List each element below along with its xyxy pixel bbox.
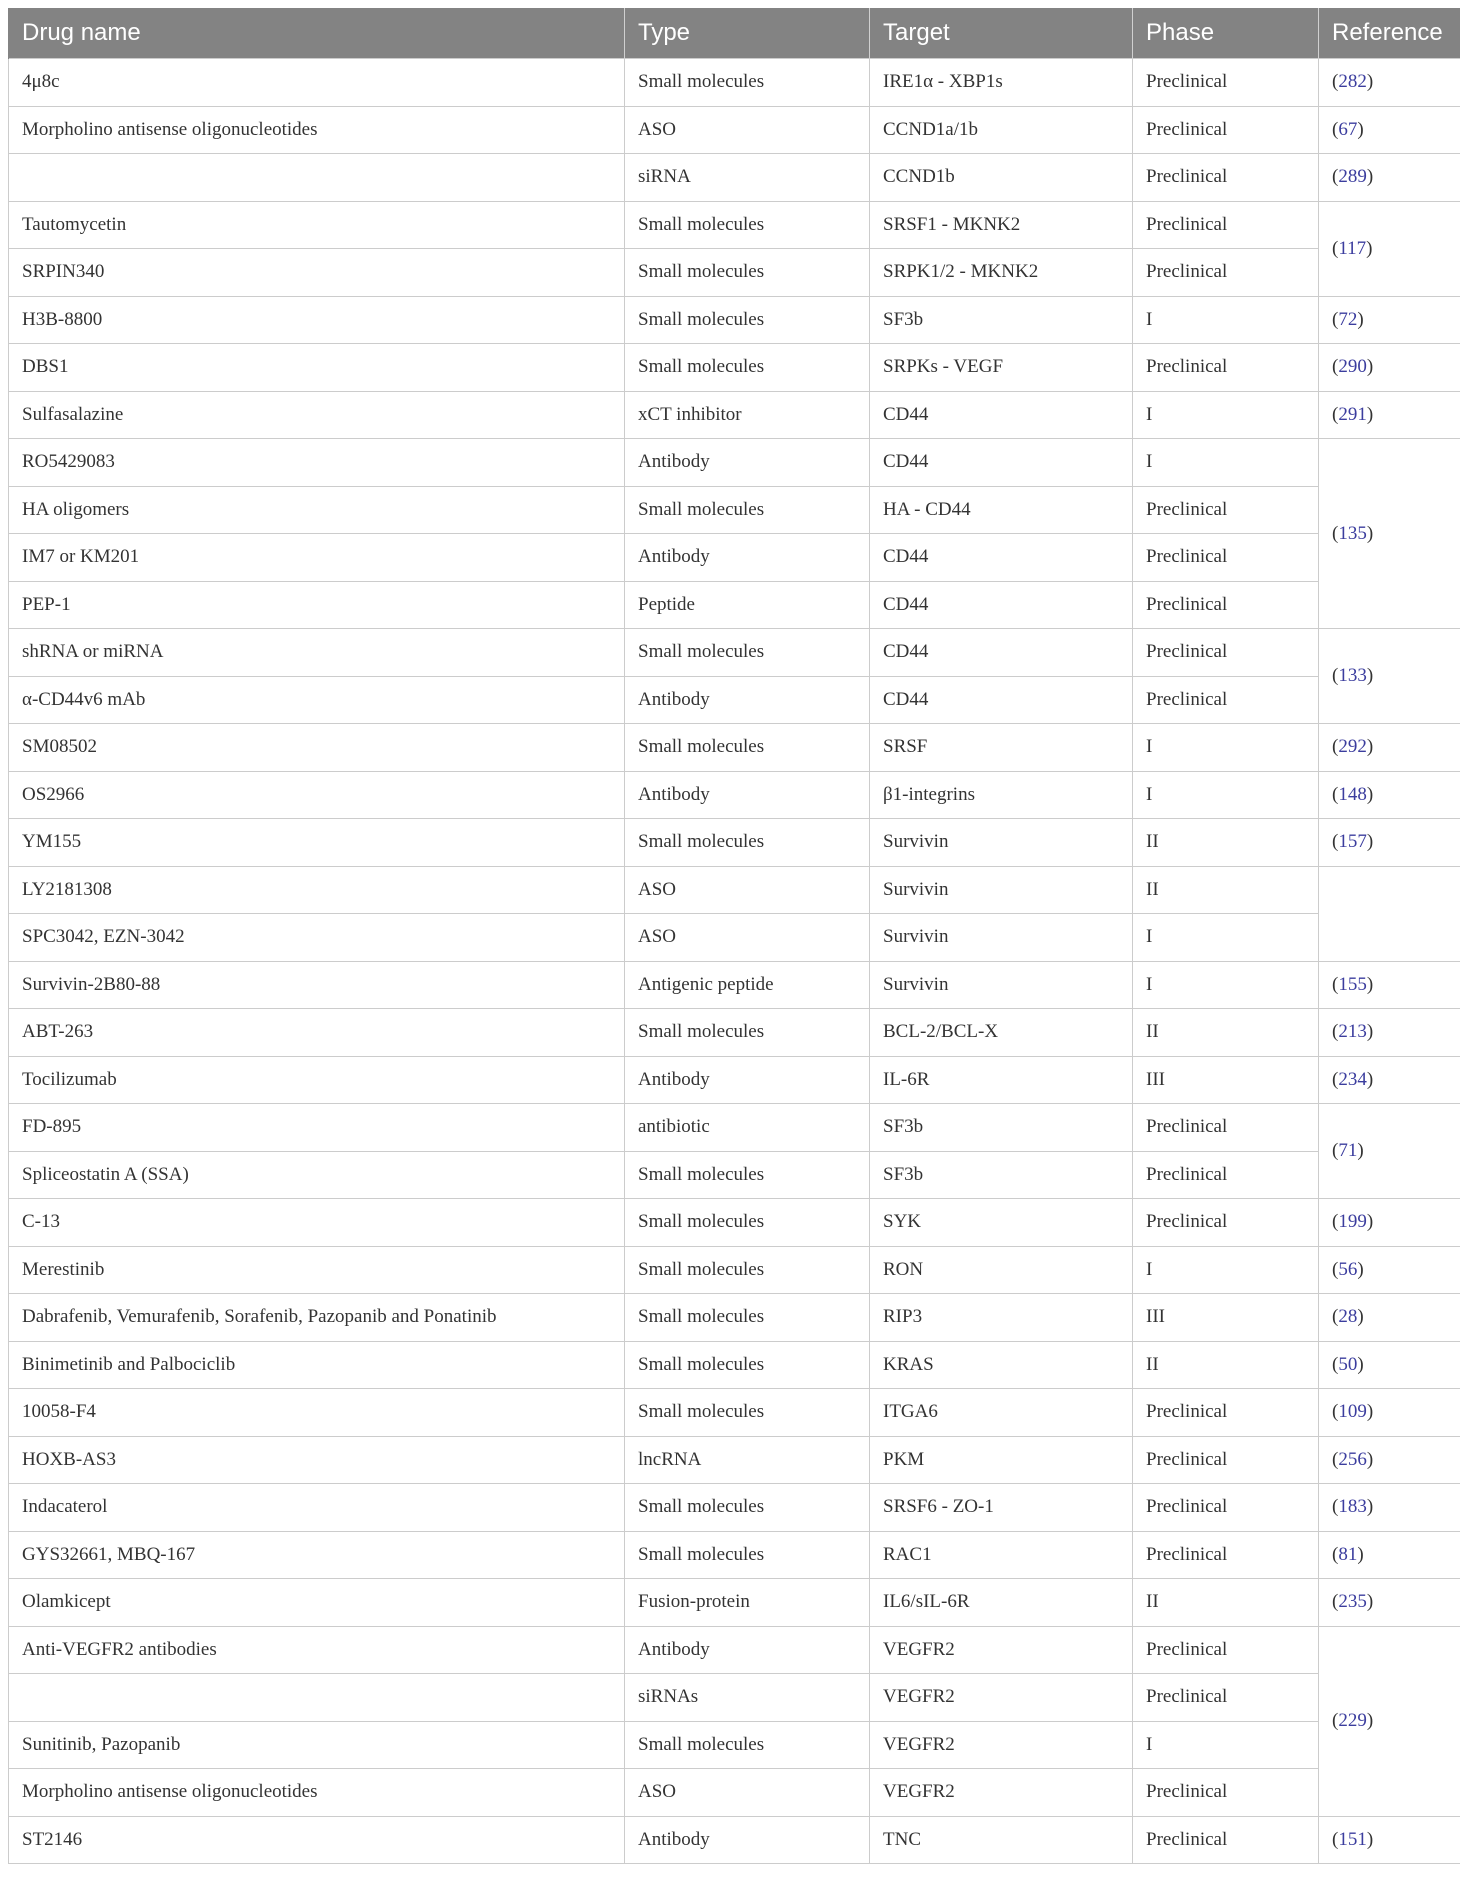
table-row	[9, 724, 1460, 772]
cell-target: CD44	[870, 534, 1133, 582]
cell-type: Small molecules	[625, 1246, 870, 1294]
cell-drug-name: Tautomycetin	[9, 201, 625, 249]
header-type: Type	[625, 8, 870, 59]
cell-reference: (151)	[1319, 1816, 1460, 1864]
cell-target: RAC1	[870, 1531, 1133, 1579]
header-reference: Reference	[1319, 8, 1460, 59]
cell-type: Small molecules	[625, 249, 870, 297]
cell-target: Survivin	[870, 961, 1133, 1009]
cell-drug-name: LY2181308	[9, 866, 625, 914]
cell-target: VEGFR2	[870, 1626, 1133, 1674]
cell-type: Small molecules	[625, 1151, 870, 1199]
cell-type: Small molecules	[625, 1531, 870, 1579]
cell-phase: Preclinical	[1133, 1436, 1319, 1484]
cell-reference: (290)	[1319, 344, 1460, 392]
table-row	[9, 1579, 1460, 1627]
cell-type: siRNA	[625, 154, 870, 202]
table-row	[9, 1389, 1460, 1437]
cell-drug-name: 4μ8c	[9, 59, 625, 107]
cell-target: CD44	[870, 581, 1133, 629]
table-row	[9, 1484, 1460, 1532]
table-row	[9, 1341, 1460, 1389]
cell-target: BCL-2/BCL-X	[870, 1009, 1133, 1057]
table-row	[9, 914, 1460, 962]
cell-drug-name: SPC3042, EZN-3042	[9, 914, 625, 962]
cell-type: Peptide	[625, 581, 870, 629]
cell-drug-name: Indacaterol	[9, 1484, 625, 1532]
cell-phase: Preclinical	[1133, 629, 1319, 677]
cell-target: PKM	[870, 1436, 1133, 1484]
cell-drug-name: FD-895	[9, 1104, 625, 1152]
cell-phase: Preclinical	[1133, 1151, 1319, 1199]
cell-type: Small molecules	[625, 344, 870, 392]
cell-type: Small molecules	[625, 1721, 870, 1769]
cell-target: CCND1b	[870, 154, 1133, 202]
cell-reference: (282)	[1319, 59, 1460, 107]
cell-phase: Preclinical	[1133, 59, 1319, 107]
cell-target: KRAS	[870, 1341, 1133, 1389]
reference-link[interactable]: 256	[1338, 1448, 1367, 1470]
cell-drug-name: Morpholino antisense oligonucleotides	[9, 1769, 625, 1817]
table-row	[9, 866, 1460, 914]
table-row	[9, 1531, 1460, 1579]
cell-phase: II	[1133, 1009, 1319, 1057]
cell-drug-name: 10058-F4	[9, 1389, 625, 1437]
table-body	[9, 59, 1460, 1864]
reference-link[interactable]: 28	[1338, 1306, 1358, 1328]
cell-drug-name: DBS1	[9, 344, 625, 392]
cell-target: VEGFR2	[870, 1674, 1133, 1722]
cell-type: Small molecules	[625, 296, 870, 344]
cell-phase: I	[1133, 1246, 1319, 1294]
table-row	[9, 106, 1460, 154]
header-target: Target	[870, 8, 1133, 59]
cell-type: ASO	[625, 866, 870, 914]
cell-type: Antibody	[625, 1626, 870, 1674]
cell-phase: II	[1133, 1579, 1319, 1627]
cell-phase: Preclinical	[1133, 1674, 1319, 1722]
cell-phase: I	[1133, 391, 1319, 439]
cell-drug-name: Merestinib	[9, 1246, 625, 1294]
cell-reference: (135)	[1319, 439, 1460, 629]
cell-type: Small molecules	[625, 1484, 870, 1532]
cell-target: IL6/sIL-6R	[870, 1579, 1133, 1627]
reference-link[interactable]: 292	[1338, 736, 1367, 758]
cell-drug-name: HA oligomers	[9, 486, 625, 534]
table-row	[9, 1009, 1460, 1057]
cell-type: ASO	[625, 1769, 870, 1817]
cell-reference: (28)	[1319, 1294, 1460, 1342]
cell-target: VEGFR2	[870, 1769, 1133, 1817]
cell-type: ASO	[625, 914, 870, 962]
cell-phase: II	[1133, 819, 1319, 867]
cell-reference: (71)	[1319, 1104, 1460, 1199]
cell-phase: Preclinical	[1133, 581, 1319, 629]
cell-phase: Preclinical	[1133, 1199, 1319, 1247]
table-row	[9, 771, 1460, 819]
reference-link[interactable]: 148	[1338, 783, 1367, 805]
cell-drug-name: Sulfasalazine	[9, 391, 625, 439]
cell-phase: III	[1133, 1056, 1319, 1104]
cell-type: Small molecules	[625, 486, 870, 534]
cell-phase: Preclinical	[1133, 1816, 1319, 1864]
cell-target: CCND1a/1b	[870, 106, 1133, 154]
cell-target: SRSF6 - ZO-1	[870, 1484, 1133, 1532]
reference-link[interactable]: 199	[1338, 1211, 1367, 1233]
cell-target: RIP3	[870, 1294, 1133, 1342]
reference-link[interactable]: 282	[1338, 71, 1367, 93]
table-row	[9, 1104, 1460, 1152]
cell-target: SF3b	[870, 296, 1133, 344]
cell-drug-name	[9, 154, 625, 202]
reference-link[interactable]: 72	[1338, 308, 1358, 330]
table-row	[9, 534, 1460, 582]
cell-phase: I	[1133, 1721, 1319, 1769]
reference-link[interactable]: 213	[1338, 1021, 1367, 1043]
table-row	[9, 676, 1460, 724]
table-row	[9, 581, 1460, 629]
table-row	[9, 1199, 1460, 1247]
cell-drug-name: Dabrafenib, Vemurafenib, Sorafenib, Pazopanib and Ponatinib	[9, 1294, 625, 1342]
cell-reference: (256)	[1319, 1436, 1460, 1484]
table-row	[9, 59, 1460, 107]
cell-type: Antigenic peptide	[625, 961, 870, 1009]
cell-target: β1-integrins	[870, 771, 1133, 819]
cell-reference: (292)	[1319, 724, 1460, 772]
reference-link[interactable]: 157	[1338, 831, 1367, 853]
cell-target: SF3b	[870, 1151, 1133, 1199]
cell-reference: (289)	[1319, 154, 1460, 202]
cell-phase: I	[1133, 961, 1319, 1009]
cell-type: Small molecules	[625, 1199, 870, 1247]
cell-drug-name: α-CD44v6 mAb	[9, 676, 625, 724]
cell-reference: (213)	[1319, 1009, 1460, 1057]
cell-phase: Preclinical	[1133, 676, 1319, 724]
reference-link[interactable]: 56	[1338, 1258, 1358, 1280]
cell-reference: (109)	[1319, 1389, 1460, 1437]
cell-phase: I	[1133, 439, 1319, 487]
cell-reference: (56)	[1319, 1246, 1460, 1294]
cell-type: Small molecules	[625, 724, 870, 772]
table-row	[9, 486, 1460, 534]
cell-drug-name: Binimetinib and Palbociclib	[9, 1341, 625, 1389]
cell-target: IRE1α - XBP1s	[870, 59, 1133, 107]
cell-type: Small molecules	[625, 1389, 870, 1437]
cell-target: CD44	[870, 391, 1133, 439]
cell-type: Antibody	[625, 771, 870, 819]
cell-type: antibiotic	[625, 1104, 870, 1152]
cell-drug-name: OS2966	[9, 771, 625, 819]
cell-drug-name: Spliceostatin A (SSA)	[9, 1151, 625, 1199]
cell-target: TNC	[870, 1816, 1133, 1864]
cell-reference: (157)	[1319, 819, 1460, 867]
cell-drug-name: SM08502	[9, 724, 625, 772]
table-row	[9, 1721, 1460, 1769]
cell-phase: Preclinical	[1133, 201, 1319, 249]
cell-target: CD44	[870, 676, 1133, 724]
cell-phase: Preclinical	[1133, 1484, 1319, 1532]
cell-target: Survivin	[870, 914, 1133, 962]
cell-type: Antibody	[625, 534, 870, 582]
cell-reference: (234)	[1319, 1056, 1460, 1104]
table-row	[9, 1056, 1460, 1104]
cell-reference: (81)	[1319, 1531, 1460, 1579]
cell-type: Small molecules	[625, 1294, 870, 1342]
cell-drug-name: PEP-1	[9, 581, 625, 629]
cell-type: Antibody	[625, 1816, 870, 1864]
table-row	[9, 154, 1460, 202]
cell-drug-name: YM155	[9, 819, 625, 867]
cell-phase: Preclinical	[1133, 154, 1319, 202]
reference-link[interactable]: 117	[1338, 237, 1367, 259]
reference-link[interactable]: 151	[1338, 1828, 1367, 1850]
cell-drug-name: Anti-VEGFR2 antibodies	[9, 1626, 625, 1674]
table-row	[9, 1769, 1460, 1817]
table-row	[9, 439, 1460, 487]
cell-phase: Preclinical	[1133, 486, 1319, 534]
table-row	[9, 961, 1460, 1009]
reference-link[interactable]: 289	[1338, 166, 1367, 188]
cell-target: SF3b	[870, 1104, 1133, 1152]
cell-drug-name: ST2146	[9, 1816, 625, 1864]
cell-phase: III	[1133, 1294, 1319, 1342]
cell-target: VEGFR2	[870, 1721, 1133, 1769]
cell-drug-name: IM7 or KM201	[9, 534, 625, 582]
reference-link[interactable]: 183	[1338, 1496, 1367, 1518]
cell-reference: (235)	[1319, 1579, 1460, 1627]
reference-link[interactable]: 229	[1338, 1710, 1367, 1731]
cell-phase: Preclinical	[1133, 1104, 1319, 1152]
cell-type: Small molecules	[625, 1009, 870, 1057]
cell-phase: I	[1133, 914, 1319, 962]
drug-table	[8, 8, 1460, 1864]
cell-type: Small molecules	[625, 629, 870, 677]
cell-phase: I	[1133, 296, 1319, 344]
cell-drug-name: C-13	[9, 1199, 625, 1247]
cell-reference	[1319, 866, 1460, 961]
reference-link[interactable]: 290	[1338, 356, 1367, 378]
table-row	[9, 249, 1460, 297]
cell-reference: (67)	[1319, 106, 1460, 154]
cell-reference: (183)	[1319, 1484, 1460, 1532]
cell-drug-name: GYS32661, MBQ-167	[9, 1531, 625, 1579]
table-row	[9, 1294, 1460, 1342]
header-drug-name: Drug name	[9, 8, 625, 59]
cell-reference: (133)	[1319, 629, 1460, 724]
cell-phase: Preclinical	[1133, 1626, 1319, 1674]
cell-drug-name: H3B-8800	[9, 296, 625, 344]
cell-phase: Preclinical	[1133, 1769, 1319, 1817]
cell-target: SRSF	[870, 724, 1133, 772]
cell-target: HA - CD44	[870, 486, 1133, 534]
cell-target: SRSF1 - MKNK2	[870, 201, 1133, 249]
cell-drug-name: ABT-263	[9, 1009, 625, 1057]
reference-link[interactable]: 81	[1338, 1543, 1358, 1565]
header-row	[9, 8, 1460, 59]
cell-phase: Preclinical	[1133, 344, 1319, 392]
cell-type: Antibody	[625, 676, 870, 724]
cell-drug-name: Tocilizumab	[9, 1056, 625, 1104]
cell-phase: I	[1133, 724, 1319, 772]
cell-drug-name: RO5429083	[9, 439, 625, 487]
table-row	[9, 1626, 1460, 1674]
table-row	[9, 1674, 1460, 1722]
cell-reference: (199)	[1319, 1199, 1460, 1247]
reference-link[interactable]: 67	[1338, 118, 1358, 140]
cell-drug-name: SRPIN340	[9, 249, 625, 297]
table-row	[9, 1151, 1460, 1199]
cell-target: Survivin	[870, 819, 1133, 867]
cell-target: CD44	[870, 629, 1133, 677]
cell-drug-name: Sunitinib, Pazopanib	[9, 1721, 625, 1769]
cell-phase: II	[1133, 1341, 1319, 1389]
cell-target: ITGA6	[870, 1389, 1133, 1437]
cell-phase: I	[1133, 771, 1319, 819]
cell-phase: Preclinical	[1133, 106, 1319, 154]
reference-link[interactable]: 235	[1338, 1591, 1367, 1613]
table-row	[9, 629, 1460, 677]
cell-type: Small molecules	[625, 59, 870, 107]
reference-link[interactable]: 135	[1338, 522, 1367, 544]
cell-type: Antibody	[625, 439, 870, 487]
reference-link[interactable]: 291	[1338, 403, 1367, 425]
cell-reference: (72)	[1319, 296, 1460, 344]
cell-target: SYK	[870, 1199, 1133, 1247]
table-row	[9, 391, 1460, 439]
cell-type: Small molecules	[625, 1341, 870, 1389]
cell-type: ASO	[625, 106, 870, 154]
cell-reference: (155)	[1319, 961, 1460, 1009]
cell-target: IL-6R	[870, 1056, 1133, 1104]
table-header	[9, 8, 1460, 59]
cell-phase: Preclinical	[1133, 1389, 1319, 1437]
cell-reference: (117)	[1319, 201, 1460, 296]
table-row	[9, 296, 1460, 344]
cell-drug-name: Morpholino antisense oligonucleotides	[9, 106, 625, 154]
cell-target: SRPK1/2 - MKNK2	[870, 249, 1133, 297]
cell-type: Small molecules	[625, 201, 870, 249]
table-row	[9, 819, 1460, 867]
cell-target: RON	[870, 1246, 1133, 1294]
table-row	[9, 1246, 1460, 1294]
table-row	[9, 201, 1460, 249]
table-row	[9, 1436, 1460, 1484]
reference-link[interactable]: 109	[1338, 1401, 1367, 1423]
cell-type: xCT inhibitor	[625, 391, 870, 439]
cell-phase: Preclinical	[1133, 534, 1319, 582]
cell-type: lncRNA	[625, 1436, 870, 1484]
reference-link[interactable]: 50	[1338, 1353, 1358, 1375]
cell-reference: (50)	[1319, 1341, 1460, 1389]
cell-drug-name: HOXB-AS3	[9, 1436, 625, 1484]
table-row	[9, 344, 1460, 392]
reference-link[interactable]: 133	[1338, 665, 1367, 686]
cell-type: siRNAs	[625, 1674, 870, 1722]
cell-target: CD44	[870, 439, 1133, 487]
cell-target: Survivin	[870, 866, 1133, 914]
cell-target: SRPKs - VEGF	[870, 344, 1133, 392]
header-phase: Phase	[1133, 8, 1319, 59]
cell-drug-name	[9, 1674, 625, 1722]
cell-reference: (291)	[1319, 391, 1460, 439]
cell-type: Antibody	[625, 1056, 870, 1104]
cell-drug-name: shRNA or miRNA	[9, 629, 625, 677]
cell-reference: (229)	[1319, 1626, 1460, 1816]
cell-type: Fusion-protein	[625, 1579, 870, 1627]
cell-phase: Preclinical	[1133, 249, 1319, 297]
cell-phase: II	[1133, 866, 1319, 914]
cell-phase: Preclinical	[1133, 1531, 1319, 1579]
reference-link[interactable]: 71	[1338, 1140, 1358, 1161]
cell-reference: (148)	[1319, 771, 1460, 819]
cell-drug-name: Survivin-2B80-88	[9, 961, 625, 1009]
reference-link[interactable]: 155	[1338, 973, 1367, 995]
reference-link[interactable]: 234	[1338, 1068, 1367, 1090]
cell-drug-name: Olamkicept	[9, 1579, 625, 1627]
table-row	[9, 1816, 1460, 1864]
cell-type: Small molecules	[625, 819, 870, 867]
